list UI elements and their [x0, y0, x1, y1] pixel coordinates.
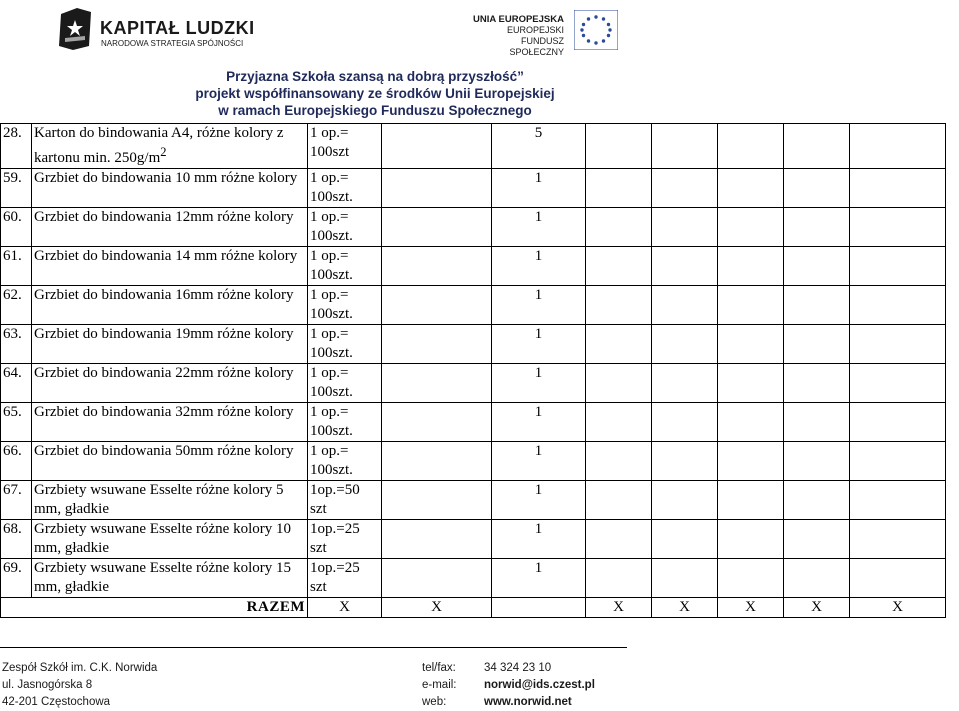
row-unit: 1 op.= 100szt.	[308, 247, 382, 286]
row-quantity: 1	[492, 286, 586, 325]
row-quantity: 1	[492, 325, 586, 364]
row-empty-cell	[652, 208, 718, 247]
table-row	[1, 481, 946, 520]
table-row	[1, 364, 946, 403]
row-empty-cell	[586, 442, 652, 481]
row-empty-cell	[850, 208, 946, 247]
eu-logo-line1: UNIA EUROPEJSKA	[473, 14, 564, 25]
row-empty-cell	[850, 169, 946, 208]
footer-tel-row	[422, 660, 595, 677]
row-number: 28.	[1, 124, 32, 169]
row-empty-cell	[382, 364, 492, 403]
row-empty-cell	[382, 559, 492, 598]
row-empty-cell	[652, 403, 718, 442]
row-empty-cell	[382, 247, 492, 286]
row-item-name: Grzbiet do bindowania 16mm różne kolory	[32, 286, 308, 325]
row-empty-cell	[784, 520, 850, 559]
row-empty-cell	[850, 247, 946, 286]
row-quantity: 1	[492, 403, 586, 442]
row-empty-cell	[850, 124, 946, 169]
footer-school-name: Zespół Szkół im. C.K. Norwida	[2, 662, 158, 674]
row-unit: 1 op.= 100szt.	[308, 364, 382, 403]
table-row	[1, 247, 946, 286]
row-empty-cell	[652, 169, 718, 208]
table-row	[1, 403, 946, 442]
row-empty-cell	[652, 124, 718, 169]
row-empty-cell	[586, 286, 652, 325]
row-empty-cell	[784, 124, 850, 169]
summary-mark: X	[652, 598, 718, 618]
row-item-name: Grzbiety wsuwane Esselte różne kolory 10 mm, gładkie	[32, 520, 308, 559]
table-row	[1, 124, 946, 169]
footer-contact	[422, 660, 595, 711]
row-unit: 1 op.= 100szt.	[308, 169, 382, 208]
row-item-name	[32, 124, 308, 169]
row-empty-cell	[718, 520, 784, 559]
row-item-name: Grzbiety wsuwane Esselte różne kolory 5 mm, gładkie	[32, 481, 308, 520]
footer-city: 42-201 Częstochowa	[2, 696, 111, 708]
row-item-name: Grzbiet do bindowania 10 mm różne kolory	[32, 169, 308, 208]
row-number: 64.	[1, 364, 32, 403]
row-unit: 1 op.= 100szt.	[308, 442, 382, 481]
summary-mark: X	[784, 598, 850, 618]
row-empty-cell	[586, 208, 652, 247]
summary-mark: X	[382, 598, 492, 618]
row-empty-cell	[784, 559, 850, 598]
table-row	[1, 559, 946, 598]
row-item-name: Grzbiet do bindowania 22mm różne kolory	[32, 364, 308, 403]
summary-row	[1, 598, 946, 618]
row-empty-cell	[850, 442, 946, 481]
eu-logo-text	[468, 14, 564, 58]
summary-label: RAZEM	[1, 598, 308, 618]
row-empty-cell	[586, 403, 652, 442]
row-empty-cell	[652, 481, 718, 520]
row-empty-cell	[586, 520, 652, 559]
row-quantity: 1	[492, 559, 586, 598]
row-empty-cell	[718, 403, 784, 442]
footer-web-label: web:	[422, 696, 447, 708]
row-empty-cell	[718, 559, 784, 598]
row-item-name: Grzbiet do bindowania 14 mm różne kolory	[32, 247, 308, 286]
row-empty-cell	[586, 124, 652, 169]
footer-divider	[0, 647, 627, 648]
row-empty-cell	[784, 364, 850, 403]
row-empty-cell	[652, 520, 718, 559]
row-item-name: Grzbiety wsuwane Esselte różne kolory 15 mm, gładkie	[32, 559, 308, 598]
row-item-name-sup: 2	[160, 145, 167, 159]
project-title-line3: w ramach Europejskiego Funduszu Społecznego	[218, 103, 532, 118]
row-empty-cell	[718, 325, 784, 364]
footer-address	[2, 660, 157, 711]
row-empty-cell	[718, 169, 784, 208]
row-empty-cell	[718, 442, 784, 481]
footer-tel-label: tel/fax:	[422, 662, 456, 674]
row-empty-cell	[850, 520, 946, 559]
row-empty-cell	[784, 286, 850, 325]
table-row	[1, 286, 946, 325]
row-unit: 1 op.= 100szt.	[308, 403, 382, 442]
row-empty-cell	[382, 208, 492, 247]
row-empty-cell	[586, 559, 652, 598]
summary-mark: X	[308, 598, 382, 618]
row-quantity: 1	[492, 481, 586, 520]
row-number: 66.	[1, 442, 32, 481]
row-quantity: 1	[492, 247, 586, 286]
row-empty-cell	[652, 364, 718, 403]
row-quantity: 1	[492, 442, 586, 481]
table-row	[1, 520, 946, 559]
row-empty-cell	[382, 325, 492, 364]
row-empty-cell	[586, 364, 652, 403]
row-unit: 1 op.= 100szt.	[308, 325, 382, 364]
row-empty-cell	[850, 325, 946, 364]
row-unit: 1op.=25 szt	[308, 520, 382, 559]
row-empty-cell	[382, 442, 492, 481]
row-empty-cell	[850, 403, 946, 442]
footer-web-link[interactable]: www.norwid.net	[484, 696, 572, 708]
row-quantity: 1	[492, 208, 586, 247]
row-number: 69.	[1, 559, 32, 598]
row-number: 59.	[1, 169, 32, 208]
project-title	[0, 68, 750, 119]
eu-logo-line2: EUROPEJSKI	[506, 25, 564, 35]
summary-empty-cell	[492, 598, 586, 618]
row-number: 62.	[1, 286, 32, 325]
row-empty-cell	[586, 169, 652, 208]
row-number: 61.	[1, 247, 32, 286]
row-number: 67.	[1, 481, 32, 520]
footer-web-row	[422, 694, 595, 711]
table-row	[1, 442, 946, 481]
row-empty-cell	[382, 124, 492, 169]
row-empty-cell	[718, 247, 784, 286]
row-empty-cell	[652, 325, 718, 364]
kapital-ludzki-title: KAPITAŁ LUDZKI	[100, 18, 255, 38]
table-row	[1, 208, 946, 247]
row-unit: 1 op.= 100szt.	[308, 208, 382, 247]
table-row	[1, 325, 946, 364]
row-empty-cell	[784, 169, 850, 208]
row-number: 63.	[1, 325, 32, 364]
row-empty-cell	[784, 325, 850, 364]
row-item-name: Grzbiet do bindowania 19mm różne kolory	[32, 325, 308, 364]
kapital-ludzki-logo	[55, 6, 255, 54]
row-empty-cell	[382, 169, 492, 208]
row-empty-cell	[850, 364, 946, 403]
row-empty-cell	[382, 481, 492, 520]
row-empty-cell	[718, 208, 784, 247]
footer-email-link[interactable]: norwid@ids.czest.pl	[484, 679, 595, 691]
eu-logo	[468, 10, 628, 57]
row-empty-cell	[784, 403, 850, 442]
eu-logo-line3: FUNDUSZ SPOŁECZNY	[509, 36, 564, 57]
row-empty-cell	[718, 481, 784, 520]
eu-flag-icon	[574, 10, 618, 50]
footer-street: ul. Jasnogórska 8	[2, 679, 93, 691]
items-table	[0, 123, 946, 618]
row-quantity: 1	[492, 520, 586, 559]
footer-email-label: e-mail:	[422, 679, 457, 691]
row-empty-cell	[784, 208, 850, 247]
row-item-name-text: Karton do bindowania A4, różne kolory z kartonu min. 250g/m	[34, 125, 284, 166]
row-empty-cell	[652, 442, 718, 481]
row-number: 65.	[1, 403, 32, 442]
row-quantity: 5	[492, 124, 586, 169]
row-empty-cell	[718, 124, 784, 169]
row-number: 68.	[1, 520, 32, 559]
kapital-ludzki-subtitle: NARODOWA STRATEGIA SPÓJNOŚCI	[101, 39, 244, 48]
row-empty-cell	[718, 364, 784, 403]
row-empty-cell	[586, 247, 652, 286]
row-empty-cell	[652, 559, 718, 598]
row-empty-cell	[850, 481, 946, 520]
row-unit: 1op.=25 szt	[308, 559, 382, 598]
row-empty-cell	[850, 286, 946, 325]
row-empty-cell	[652, 286, 718, 325]
row-number: 60.	[1, 208, 32, 247]
project-title-line1: Przyjazna Szkoła szansą na dobrą przyszłość”	[226, 69, 524, 84]
row-unit: 1op.=50 szt	[308, 481, 382, 520]
project-title-line2: projekt współfinansowany ze środków Unii Europejskiej	[195, 86, 555, 101]
kapital-ludzki-flag-icon	[55, 6, 95, 52]
table-row	[1, 169, 946, 208]
row-item-name: Grzbiet do bindowania 12mm różne kolory	[32, 208, 308, 247]
row-unit: 1 op.= 100szt	[308, 124, 382, 169]
row-empty-cell	[382, 403, 492, 442]
row-empty-cell	[586, 481, 652, 520]
row-empty-cell	[784, 481, 850, 520]
row-empty-cell	[718, 286, 784, 325]
summary-mark: X	[718, 598, 784, 618]
summary-mark: X	[586, 598, 652, 618]
row-empty-cell	[850, 559, 946, 598]
row-empty-cell	[586, 325, 652, 364]
row-unit: 1 op.= 100szt.	[308, 286, 382, 325]
row-empty-cell	[784, 247, 850, 286]
row-quantity: 1	[492, 364, 586, 403]
footer-tel-value: 34 324 23 10	[484, 662, 552, 674]
row-empty-cell	[382, 520, 492, 559]
row-empty-cell	[784, 442, 850, 481]
summary-mark: X	[850, 598, 946, 618]
row-item-name: Grzbiet do bindowania 50mm różne kolory	[32, 442, 308, 481]
row-item-name: Grzbiet do bindowania 32mm różne kolory	[32, 403, 308, 442]
row-empty-cell	[652, 247, 718, 286]
row-empty-cell	[382, 286, 492, 325]
row-quantity: 1	[492, 169, 586, 208]
footer-email-row	[422, 677, 595, 694]
